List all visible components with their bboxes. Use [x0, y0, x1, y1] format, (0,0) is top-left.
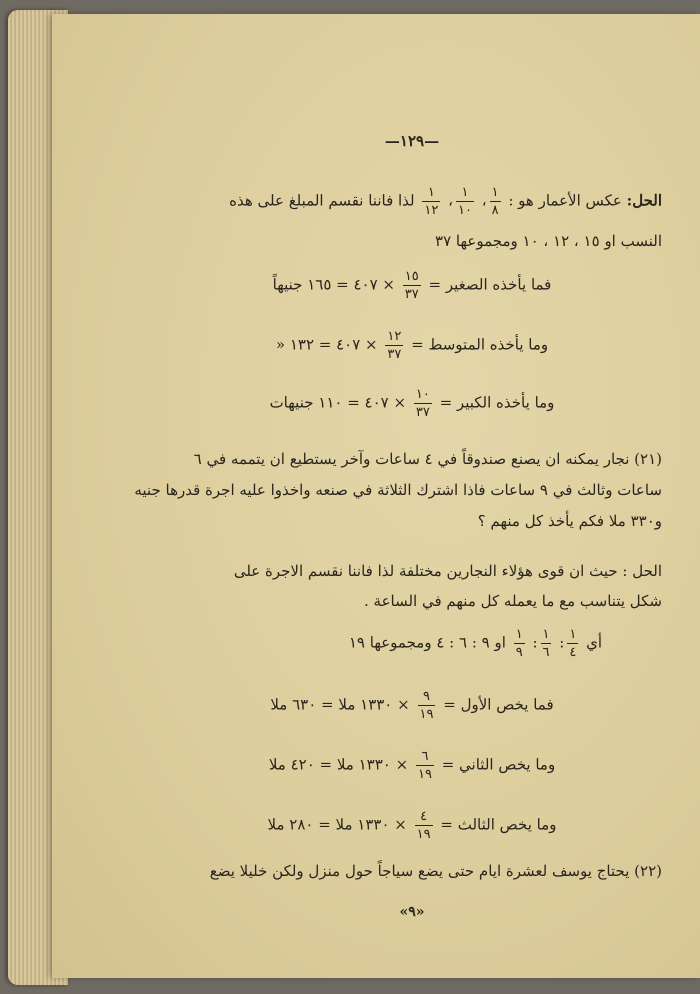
solution2-line2: شكل يتناسب مع ما يعمله كل منهم في الساعة .	[363, 592, 662, 610]
numerator: ٤	[420, 809, 428, 824]
solution1-line2: النسب او ١٥ ، ١٢ ، ١٠ ومجموعها ٣٧	[435, 232, 662, 250]
equation-row	[162, 330, 662, 361]
denominator: ١٠	[458, 203, 472, 218]
denominator: ٤	[569, 645, 577, 660]
solution-label: الحل:	[626, 191, 662, 210]
ratio-row: أي $\frac{١}{٤}$ : $\frac{١}{٦}$ : $\frac{١}{٩}$ او ٩ : ٦ : ٤ ومجموعها ١٩	[348, 627, 602, 660]
equation-result: × ١٣٣٠ ملا = ٢٨٠ ملا	[267, 815, 407, 834]
denominator: ١٩	[417, 767, 432, 782]
problem21-line2: ساعات وثالث في ٩ ساعات فاذا اشترك الثلاثة في صنعه واخذوا عليه اجرة قدرها جنيه	[134, 481, 662, 499]
fraction	[456, 186, 474, 217]
denominator: ١٩	[419, 707, 434, 722]
fraction	[422, 186, 440, 217]
numerator: ١	[491, 185, 499, 200]
equation-result: × ١٣٣٠ ملا = ٤٢٠ ملا	[268, 755, 409, 774]
fraction	[416, 750, 434, 781]
numerator: ١٢	[387, 329, 402, 344]
denominator: ٨	[491, 203, 499, 218]
denominator: ١٩	[416, 827, 431, 842]
numerator: ١٠	[415, 387, 430, 402]
numerator: ٩	[422, 689, 430, 704]
numerator: ١	[515, 627, 523, 642]
equation-result: × ١٣٣٠ ملا = ٦٣٠ ملا	[270, 695, 410, 714]
denominator: ١٢	[424, 203, 439, 218]
fraction	[514, 628, 525, 659]
numerator: ١	[569, 627, 577, 642]
fraction	[385, 330, 403, 361]
signature-mark: «٩»	[399, 904, 425, 920]
fraction	[490, 186, 501, 217]
equation-row	[162, 690, 662, 721]
problem22-line: (٢٢) يحتاج يوسف لعشرة ايام حتى يضع سياجاً حول منزل ولكن خليلا يضع	[209, 862, 662, 880]
numerator: ١	[461, 185, 469, 200]
numerator: ٦	[421, 749, 429, 764]
solution1-line1: الحل: عكس الأعمار هو : $\frac{١}{٨}$ ، $\frac{١}{١٠}$ ، $\frac{١}{١٢}$ لذا فاننا نقسم المبلغ على هذه	[229, 185, 662, 218]
equation-label: فما يخص الأول =	[443, 695, 554, 714]
equation-label: وما يخص الثالث =	[440, 815, 557, 834]
ratio-prefix: أي	[586, 633, 602, 652]
equation-label: فما يأخذه الصغير =	[428, 275, 552, 294]
equation-row	[162, 388, 662, 419]
equation-result: × ٤٠٧ = ١١٠ جنيهات	[269, 393, 407, 412]
equation-row	[162, 270, 662, 301]
solution2-line1: الحل : حيث ان قوى هؤلاء النجارين مختلفة لذا فاننا نقسم الاجرة على	[233, 562, 662, 580]
fraction	[541, 628, 552, 659]
denominator: ٩	[515, 645, 523, 660]
equation-label: وما يأخذه الكبير =	[439, 393, 555, 412]
fraction	[418, 690, 436, 721]
denominator: ٣٧	[415, 405, 430, 420]
denominator: ٣٧	[404, 287, 419, 302]
equation-result: × ٤٠٧ = ١٣٢ «	[275, 335, 378, 354]
page-number: —١٢٩—	[384, 132, 440, 150]
problem21-line3: و٣٣٠ ملا فكم يأخذ كل منهم ؟	[477, 512, 662, 530]
fraction	[415, 810, 433, 841]
denominator: ٦	[542, 645, 550, 660]
equation-row	[162, 810, 662, 841]
fraction	[414, 388, 432, 419]
numerator: ١	[427, 185, 435, 200]
numerator: ١٥	[404, 269, 419, 284]
solution1-after: لذا فاننا نقسم المبلغ على هذه	[229, 191, 415, 210]
problem21-line1: (٢١) نجار يمكنه ان يصنع صندوقاً في ٤ ساعات وآخر يستطيع ان يتممه في ٦	[193, 450, 662, 468]
equation-row	[162, 750, 662, 781]
equation-result: × ٤٠٧ = ١٦٥ جنيهاً	[272, 275, 395, 294]
equation-label: وما يخص الثاني =	[441, 755, 556, 774]
fraction	[403, 270, 421, 301]
denominator: ٣٧	[387, 347, 402, 362]
numerator: ١	[542, 627, 550, 642]
equation-label: وما يأخذه المتوسط =	[411, 335, 549, 354]
fraction	[567, 628, 578, 659]
book-page	[52, 14, 700, 978]
ratio-suffix: او ٩ : ٦ : ٤ ومجموعها ١٩	[348, 633, 506, 652]
solution1-intro: عكس الأعمار هو :	[508, 191, 622, 210]
